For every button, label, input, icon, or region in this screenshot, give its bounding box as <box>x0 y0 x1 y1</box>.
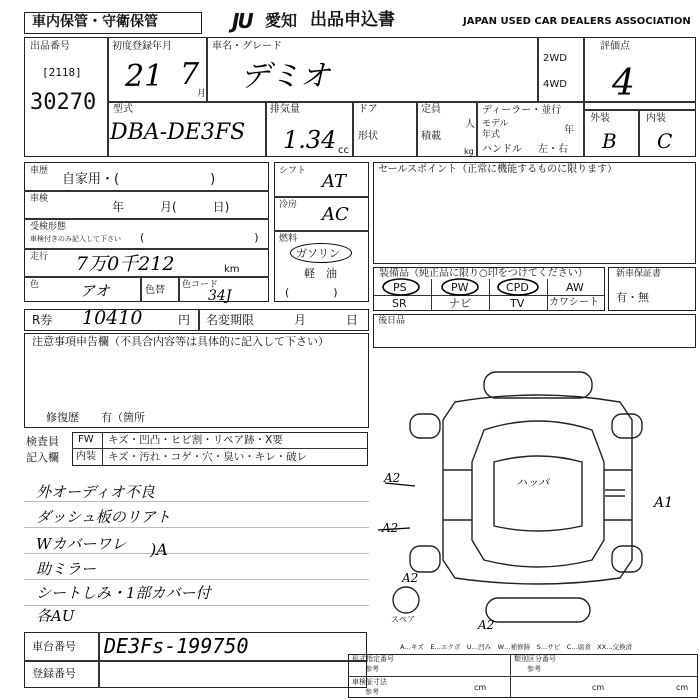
grade-value: 4 <box>612 63 635 104</box>
capacity-label: 定員 <box>421 104 441 115</box>
note-line-4: 助ミラー <box>36 560 97 578</box>
form-title: 出品申込書 <box>310 10 395 30</box>
equip-ps: PS <box>393 281 407 294</box>
name-change-label: 名変期限 <box>206 313 255 327</box>
warranty-options: 有・無 <box>616 291 649 304</box>
handle-options: 左・右 <box>538 144 568 155</box>
fw-items: キズ・凹凸・ヒビ割・リペア跡・X要 <box>108 434 283 446</box>
cm-1: cm <box>474 683 487 692</box>
spec-dim-ref: 参考 <box>365 688 379 696</box>
spec-type-label: 形式指定番号 <box>352 655 394 663</box>
repair-history: 修復歴 有（箇所 <box>46 411 145 424</box>
lot-label: 出品番号 <box>30 41 70 52</box>
chassis-value: DE3Fs-199750 <box>104 634 249 658</box>
model-value: DBA-DE3FS <box>110 120 246 145</box>
grade-label: 評価点 <box>600 41 630 52</box>
fw-label: FW <box>78 434 94 445</box>
diagram-label-a1: A1 <box>654 495 674 511</box>
drive-4wd: 4WD <box>543 79 567 90</box>
cm-3: cm <box>676 683 689 692</box>
r-ticket-label: R券 <box>32 313 53 327</box>
engine-label: 排気量 <box>270 104 300 115</box>
equip-navi: ナビ <box>449 297 471 310</box>
fuel-diesel: 軽 油 <box>304 267 337 280</box>
name-change-month: 月 <box>294 313 307 327</box>
model-year-label: モデル <box>482 119 509 129</box>
spec-class-label: 類別区分番号 <box>514 655 556 663</box>
equip-tv: TV <box>510 297 525 310</box>
model-label: 型式 <box>113 104 133 115</box>
shift-value: AT <box>322 171 347 192</box>
org-name: 愛知 <box>265 11 298 30</box>
interior-items: キズ・汚れ・コゲ・穴・臭い・キレ・破レ <box>108 451 308 463</box>
equip-aw: AW <box>566 281 584 294</box>
carname-value: デミオ <box>240 59 330 94</box>
inspection-value: 年 月( 日) <box>112 200 230 214</box>
storage-label: 車内保管・守衛保管 <box>32 14 158 30</box>
checker-label-2: 記入欄 <box>26 451 59 464</box>
diagram-label-roof: ハッパ <box>516 476 549 489</box>
diagram-label-a2-rear: A2 <box>402 571 419 585</box>
warranty-label: 新車保証書 <box>616 269 662 279</box>
spare-label: スペア <box>391 615 415 624</box>
equip-leather: カワシート <box>549 297 599 308</box>
notes-label: 注意事項申告欄（不具合内容等は具体的に記入して下さい） <box>32 335 329 348</box>
note-line-1: 外オーディオ不良 <box>36 483 155 501</box>
registration-month: 7 <box>180 57 200 92</box>
r-ticket-unit: 円 <box>178 313 191 327</box>
interior-check-label: 内装 <box>76 451 96 462</box>
carname-label: 車名・グレード <box>212 41 282 52</box>
engine-unit: cc <box>338 145 349 156</box>
equip-sr: SR <box>392 297 407 310</box>
history-label: 車歴 <box>30 166 49 176</box>
shift-label: シフト <box>279 166 307 176</box>
spec-type-ref: 参考 <box>365 665 379 673</box>
handle-label: ハンドル <box>482 144 522 155</box>
interior-grade: C <box>657 129 673 153</box>
logo: JU <box>232 9 252 33</box>
aircon-label: 冷房 <box>279 200 298 210</box>
association: JAPAN USED CAR DEALERS ASSOCIATION <box>463 16 691 27</box>
r-ticket-value: 10410 <box>82 307 143 329</box>
month-unit: 月 <box>197 89 207 99</box>
note-line-5: シートしみ・1部カバー付 <box>36 584 211 602</box>
fuel-label: 燃料 <box>279 234 298 244</box>
engine-value: 1.34 <box>283 126 337 154</box>
spec-dim-label: 車検証寸法 <box>352 678 387 686</box>
equip-cpd: CPD <box>506 281 529 294</box>
note-line-2: ダッシュ板のリアト <box>36 508 171 526</box>
color-label: 色 <box>30 280 40 290</box>
tone-label: 色替 <box>145 285 165 296</box>
note-line-3: Wカバーワレ <box>36 535 127 553</box>
year-label: 年式 <box>482 130 501 140</box>
checker-label-1: 検査員 <box>26 435 59 448</box>
diagram-label-a2-door: A2 <box>382 521 399 535</box>
registration-year: 21 <box>125 59 164 94</box>
mileage-value: 7万0千212 <box>76 253 175 275</box>
history-value: 自家用・( ) <box>62 172 216 187</box>
exterior-grade: B <box>602 129 617 153</box>
lot-number: 30270 <box>30 90 97 115</box>
shape-label: 形状 <box>358 131 378 142</box>
fuel-paren: ( ) <box>285 286 338 299</box>
note-line-6: 各AU <box>36 607 75 625</box>
equipment-label: 装備品（純正品に限り○印をつけてください） <box>379 268 588 279</box>
receipt-note: 車検付きのみ記入して下さい <box>30 235 121 243</box>
aircon-value: AC <box>322 204 349 225</box>
year-unit: 年 <box>564 125 574 136</box>
receipt-label: 受検形態 <box>30 222 67 232</box>
name-change-day: 日 <box>346 313 359 327</box>
mileage-label: 走行 <box>30 252 49 262</box>
capacity-unit: 人 <box>465 119 475 130</box>
damage-legend: A…キズ E…エクボ U…凹み W…補修跡 S…サビ C…腐食 XX…交換済 <box>400 643 633 651</box>
door-label: ドア <box>358 104 378 115</box>
spec-class-ref: 参考 <box>527 665 541 673</box>
color-code-value: 34J <box>208 288 232 304</box>
chassis-label: 車台番号 <box>32 640 76 653</box>
equip-pw: PW <box>451 281 469 294</box>
mileage-unit: km <box>224 264 240 275</box>
dealer-label: ディーラー・並行 <box>482 105 562 116</box>
receipt-paren: ( ) <box>140 231 259 244</box>
load-unit: kg <box>464 147 474 156</box>
color-value: アオ <box>80 282 110 300</box>
inspection-label: 車検 <box>30 194 49 204</box>
color-code-label: 色コード <box>182 280 219 290</box>
regnum-label: 登録番号 <box>32 667 76 680</box>
exterior-label: 外装 <box>590 113 610 124</box>
interior-label: 内装 <box>646 113 666 124</box>
postfit-label: 後日品 <box>378 316 406 326</box>
registration-label: 初度登録年月 <box>112 41 172 52</box>
cm-2: cm <box>592 683 605 692</box>
sales-label: セールスポイント（正常に機能するものに限ります） <box>378 164 618 175</box>
note-bracket: )A <box>150 540 168 559</box>
fuel-gas: ガソリン <box>296 247 340 260</box>
drive-2wd: 2WD <box>543 53 567 64</box>
diagram-label-a2-left: A2 <box>384 471 401 485</box>
load-label: 積載 <box>421 131 441 142</box>
lot-code: [2118] <box>42 66 82 79</box>
diagram-label-a2-bottom: A2 <box>478 618 495 632</box>
